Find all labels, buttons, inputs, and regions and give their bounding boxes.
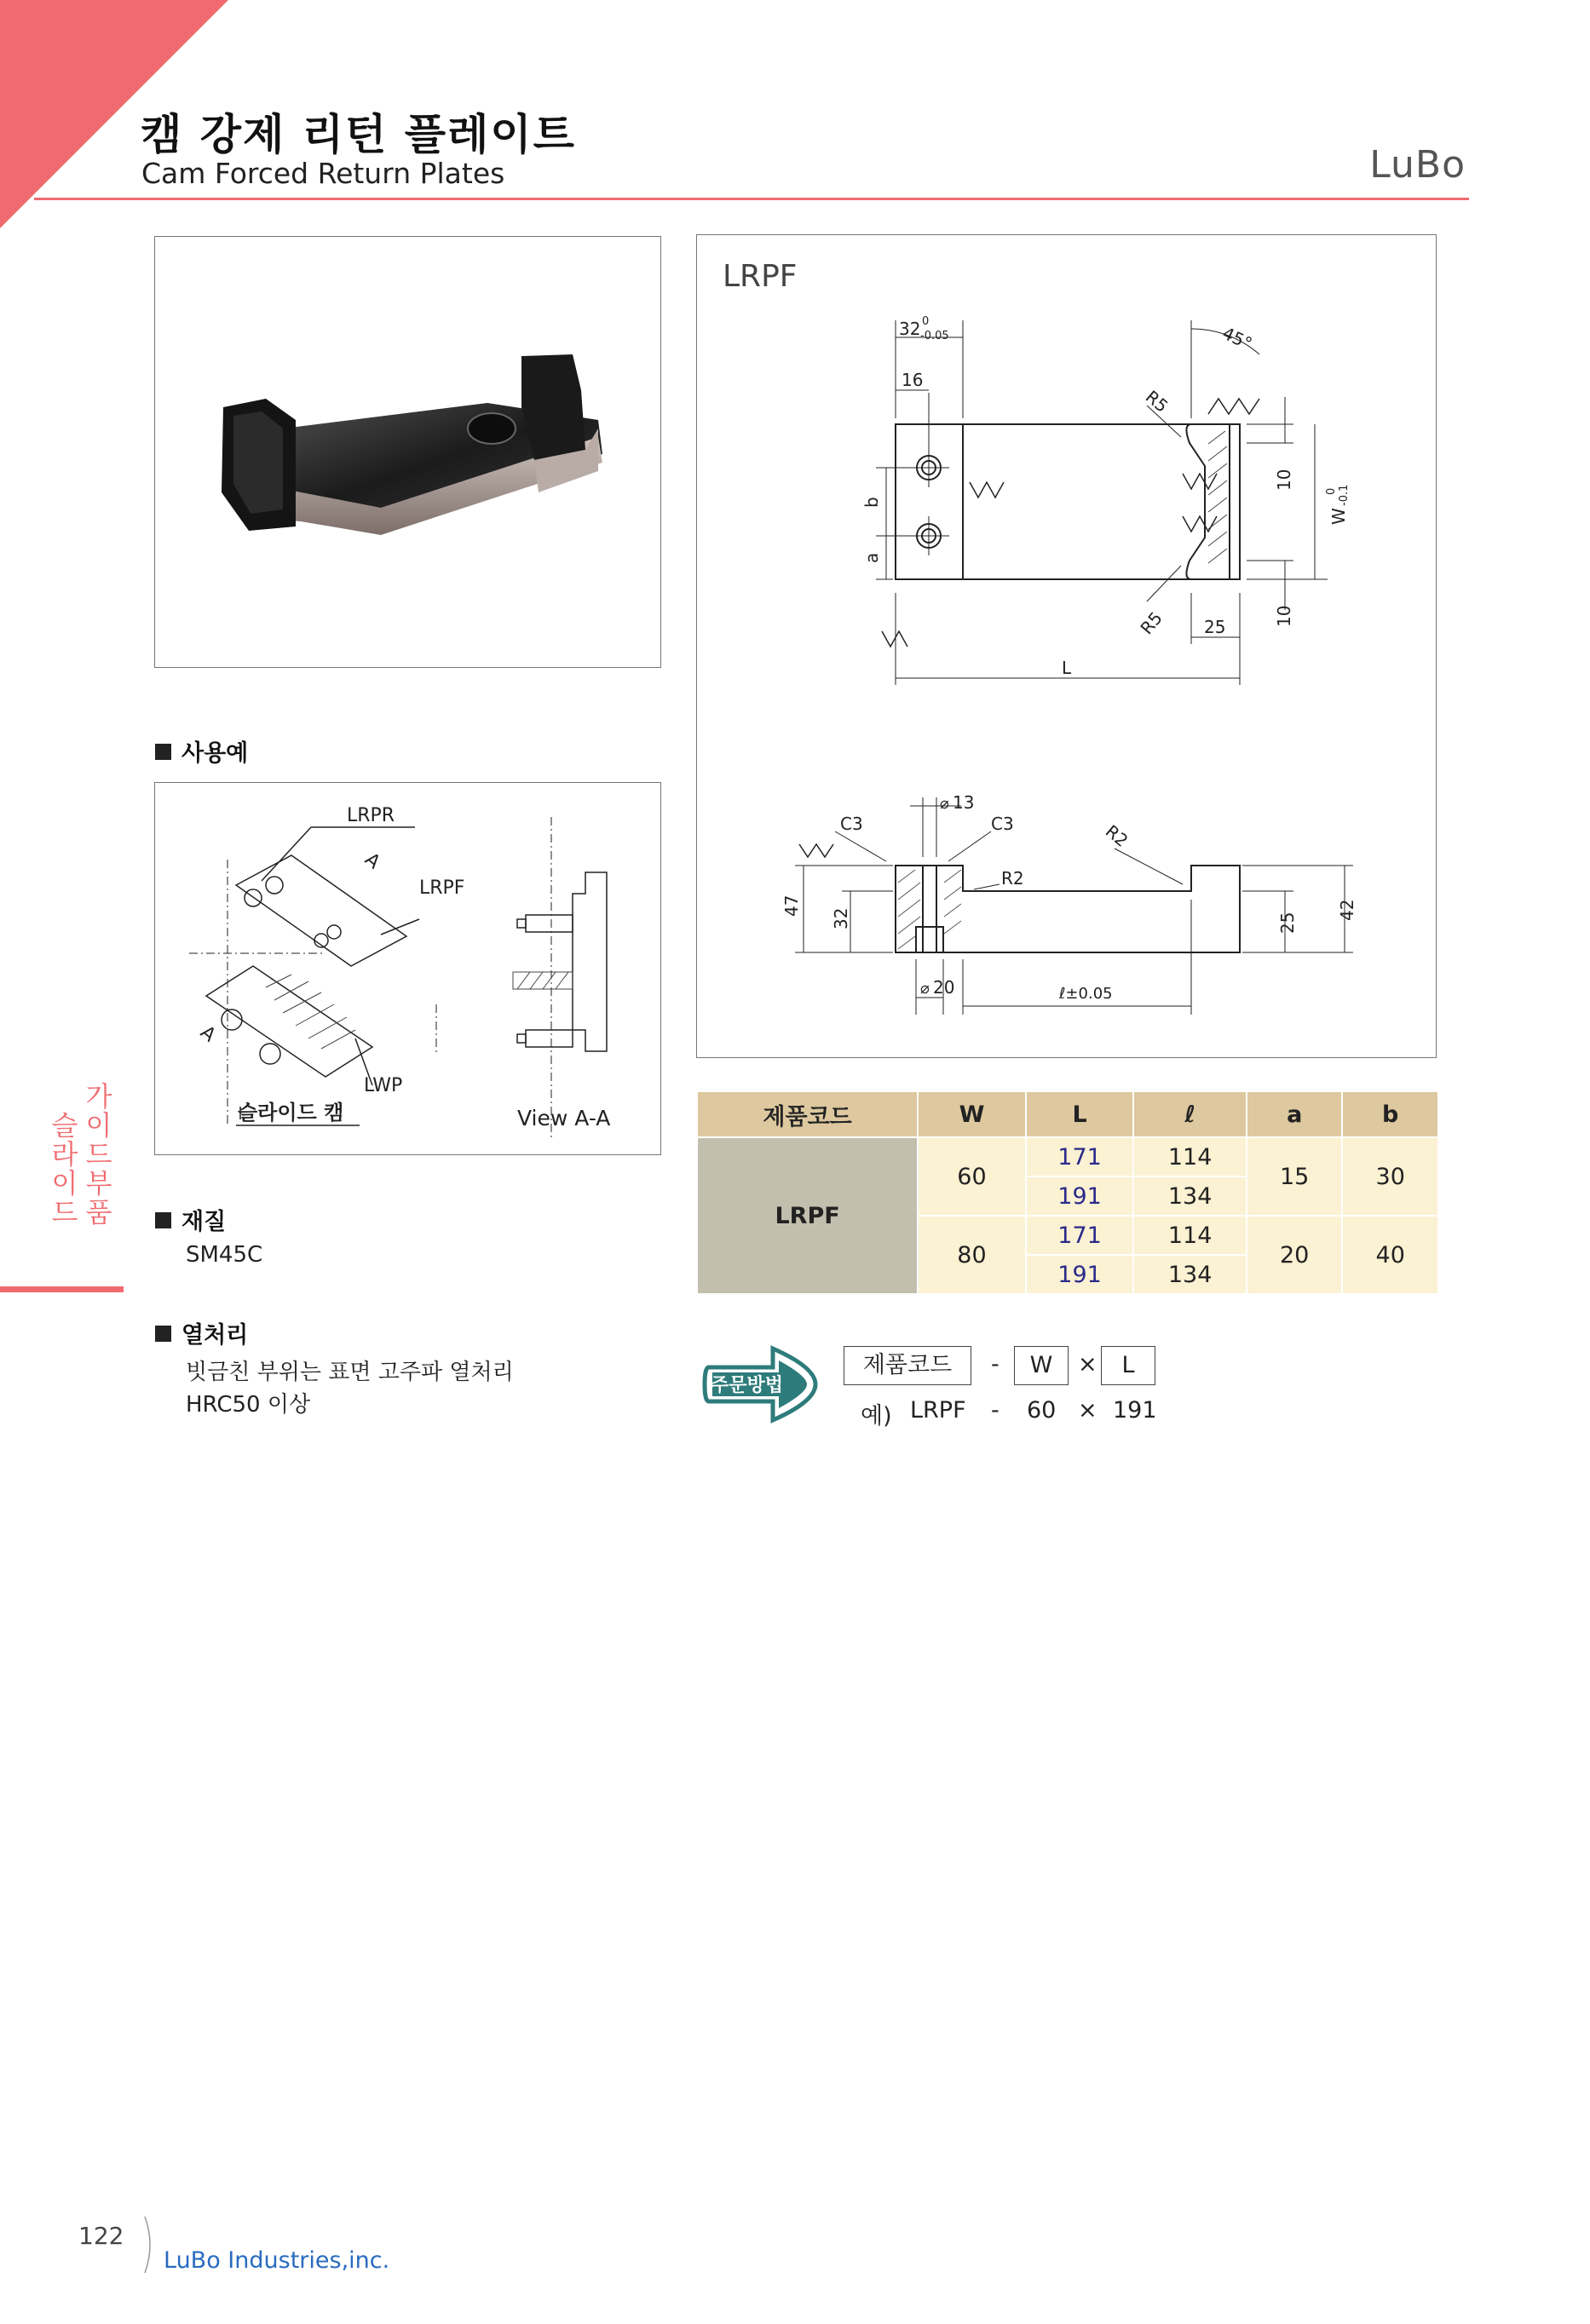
company-name: LuBo Industries,inc. [164, 2247, 390, 2274]
diameter-icon: ⌀ [920, 980, 930, 998]
svg-text:L: L [1062, 658, 1072, 678]
svg-text:-0.05: -0.05 [920, 330, 949, 342]
svg-text:View A-A: View A-A [517, 1106, 611, 1130]
spec-table [696, 1090, 1439, 1295]
technical-drawing [697, 235, 1436, 1057]
svg-text:25: 25 [1204, 617, 1226, 637]
svg-text:0: 0 [922, 315, 930, 328]
svg-text:42: 42 [1337, 899, 1357, 921]
top-dims [876, 320, 1328, 685]
side-tab-guide-parts: 가 이 드 부 품 [85, 1080, 112, 1228]
square-bullet-icon [155, 1326, 171, 1342]
svg-text:R5: R5 [1136, 607, 1167, 639]
svg-text:47: 47 [781, 895, 802, 917]
side-hatch [898, 870, 961, 949]
order-method-badge [700, 1342, 821, 1427]
footer-divider [143, 2215, 160, 2275]
svg-text:b: b [861, 497, 882, 508]
svg-text:0: 0 [1325, 487, 1338, 495]
svg-text:LWP: LWP [364, 1075, 403, 1096]
material-heading: 재질 [155, 1203, 226, 1236]
svg-text:A: A [196, 1021, 220, 1047]
table-row: 191 134 [698, 1177, 1437, 1215]
svg-text:13: 13 [953, 792, 975, 813]
svg-text:a: a [861, 552, 882, 563]
square-bullet-icon [155, 744, 171, 760]
side-dim-labels [781, 792, 1357, 1003]
svg-text:32: 32 [831, 907, 851, 929]
svg-text:16: 16 [902, 370, 924, 390]
svg-text:45°: 45° [1218, 322, 1256, 354]
header-rule [34, 198, 1469, 200]
drawing-title: LRPF [723, 259, 798, 294]
svg-text:R2: R2 [1001, 868, 1024, 889]
svg-text:LRPF: LRPF [419, 877, 465, 899]
order-example: 예) LRPF - 60 × 191 [861, 1397, 1157, 1429]
usage-example-frame [154, 782, 661, 1155]
svg-text:주문방법: 주문방법 [711, 1375, 784, 1396]
svg-text:32: 32 [899, 319, 921, 339]
side-tab-bar [0, 1286, 124, 1292]
page-title: 캠 강제 리턴 플레이트 [141, 110, 576, 159]
svg-text:LRPR: LRPR [347, 805, 395, 826]
table-row: 191 134 [698, 1256, 1437, 1293]
svg-text:A: A [360, 848, 384, 874]
side-dims [795, 797, 1353, 1015]
product-photo-frame [154, 236, 661, 668]
brand-logo: LuBo [1369, 143, 1466, 187]
table-row: LRPF 60 171 114 15 30 [698, 1138, 1437, 1176]
product-photo [155, 237, 660, 667]
diameter-icon: ⌀ [940, 795, 949, 813]
page-number: 122 [78, 2222, 124, 2250]
svg-text:ℓ±0.05: ℓ±0.05 [1059, 985, 1113, 1003]
table-header-row: 제품코드 W L ℓ a b [698, 1092, 1437, 1136]
usage-heading: 사용예 [155, 734, 248, 768]
svg-text:R5: R5 [1141, 386, 1172, 417]
page-subtitle: Cam Forced Return Plates [141, 157, 505, 190]
surface-finish-icon [799, 844, 833, 857]
top-dim-labels [861, 315, 1351, 678]
side-view [896, 866, 1240, 952]
svg-text:25: 25 [1277, 912, 1298, 934]
top-view [896, 424, 1240, 579]
usage-example-drawing [155, 783, 660, 1154]
technical-drawing-frame [696, 234, 1437, 1058]
heat-heading: 열처리 [155, 1316, 248, 1349]
table-row: 80 171 114 20 40 [698, 1217, 1437, 1254]
svg-text:C3: C3 [840, 814, 863, 834]
svg-text:R2: R2 [1101, 820, 1132, 851]
order-format: 제품코드 - W × L [844, 1346, 1184, 1389]
svg-text:20: 20 [933, 977, 955, 998]
svg-text:C3: C3 [991, 814, 1014, 834]
svg-text:-0.1: -0.1 [1338, 484, 1351, 506]
material-value: SM45C [186, 1242, 263, 1268]
svg-text:슬라이드 캠: 슬라이드 캠 [238, 1101, 344, 1125]
square-bullet-icon [155, 1212, 171, 1228]
side-tab-slide: 슬 라 이 드 [51, 1109, 78, 1228]
heat-line-2: HRC50 이상 [186, 1392, 311, 1418]
svg-text:10: 10 [1274, 605, 1294, 627]
heat-line-1: 빗금친 부위는 표면 고주파 열처리 [186, 1360, 514, 1385]
svg-text:W: W [1328, 508, 1349, 525]
svg-text:10: 10 [1274, 469, 1294, 491]
